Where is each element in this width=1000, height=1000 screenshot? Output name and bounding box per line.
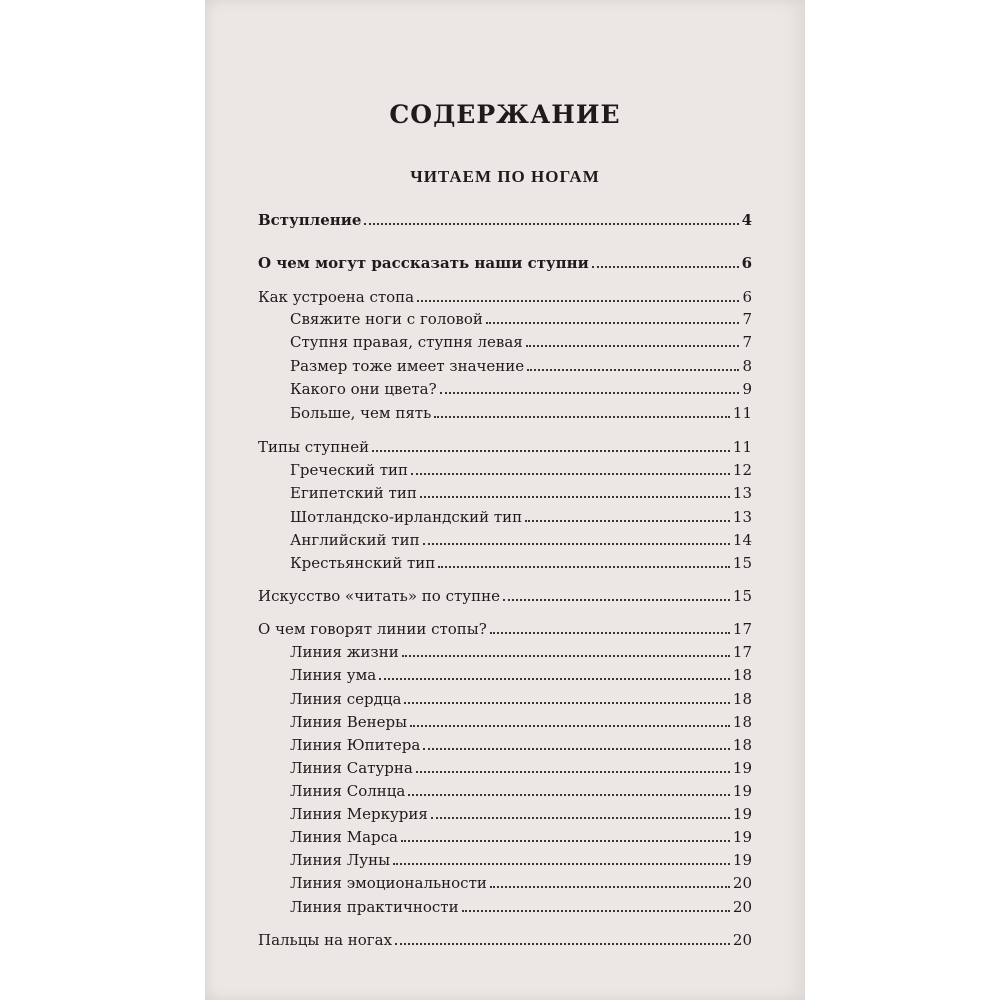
toc-entry [290, 404, 752, 422]
toc-entry-title: Вступление [258, 211, 362, 229]
toc-entry-page: 19 [732, 782, 752, 800]
toc-entry [290, 484, 752, 502]
toc-entry [258, 931, 752, 949]
toc-entry-title: Линия жизни [290, 643, 399, 661]
toc-entry-page: 20 [732, 898, 752, 916]
toc-leader-dots [527, 357, 739, 371]
toc-leader-dots [525, 508, 730, 522]
toc-entry [290, 898, 752, 916]
toc-entry [290, 357, 752, 375]
toc-entry [290, 736, 752, 754]
toc-entry-title: Шотландско-ирландский тип [290, 508, 523, 526]
toc-leader-dots [431, 805, 730, 819]
toc-leader-dots [417, 288, 739, 302]
toc-entry [290, 508, 752, 526]
toc-entry-title: Линия Юпитера [290, 736, 421, 754]
toc-entry-title: Как устроена стопа [258, 288, 415, 306]
toc-leader-dots [423, 736, 730, 750]
toc-entry [290, 690, 752, 708]
toc-entry-title: Линия сердца [290, 690, 402, 708]
toc-entry-title: Английский тип [290, 531, 420, 549]
toc-entry-page: 4 [741, 211, 752, 229]
toc-entry-page: 18 [732, 666, 752, 684]
toc-leader-dots [404, 690, 729, 704]
toc-entry-title: Размер тоже имеет значение [290, 357, 525, 375]
toc-entry-title: Египетский тип [290, 484, 417, 502]
toc-entry-title: Линия Марса [290, 828, 398, 846]
toc-entry-page: 13 [732, 484, 752, 502]
toc-entry-title: Ступня правая, ступня левая [290, 333, 523, 351]
toc-leader-dots [393, 851, 730, 865]
toc-entry [290, 310, 752, 328]
toc-entry-page: 8 [742, 357, 752, 375]
toc-entry-title: Линия Луны [290, 851, 391, 869]
toc-entry [258, 211, 752, 229]
toc-entry-page: 18 [732, 713, 752, 731]
toc-leader-dots [401, 828, 730, 842]
toc-entry-page: 19 [732, 805, 752, 823]
toc-leader-dots [379, 666, 730, 680]
toc-entry-page: 6 [741, 254, 752, 272]
toc-leader-dots [395, 931, 730, 945]
toc-entry-title: О чем говорят линии стопы? [258, 620, 487, 638]
contents-title: СОДЕРЖАНИЕ [389, 100, 621, 129]
toc-leader-dots [420, 484, 730, 498]
toc-entry-title: Пальцы на ногах [258, 931, 393, 949]
toc-leader-dots [364, 211, 738, 225]
toc-entry [290, 531, 752, 549]
toc-entry [290, 380, 752, 398]
toc-entry-title: Какого они цвета? [290, 380, 437, 398]
toc-entry [290, 874, 752, 892]
toc-entry-page: 18 [732, 690, 752, 708]
toc-leader-dots [486, 310, 740, 324]
toc-entry [290, 333, 752, 351]
toc-entry-title: Линия Солнца [290, 782, 406, 800]
toc-entry-title: Типы ступней [258, 438, 370, 456]
toc-entry [290, 851, 752, 869]
toc-entry-page: 6 [742, 288, 752, 306]
section-title: ЧИТАЕМ ПО НОГАМ [410, 167, 600, 186]
toc-entry-title: Линия эмоциональности [290, 874, 487, 892]
toc-entry [258, 620, 752, 638]
toc-entry-page: 13 [732, 508, 752, 526]
toc-leader-dots [490, 874, 730, 888]
toc-entry-page: 20 [732, 931, 752, 949]
toc-entry [290, 782, 752, 800]
toc-entry-page: 19 [732, 851, 752, 869]
toc-leader-dots [462, 898, 730, 912]
toc-leader-dots [416, 759, 730, 773]
toc-entry [290, 805, 752, 823]
toc-leader-dots [503, 587, 730, 601]
toc-entry-title: Больше, чем пять [290, 404, 432, 422]
toc-entry [258, 438, 752, 456]
toc-entry-page: 18 [732, 736, 752, 754]
toc-entry-page: 14 [732, 531, 752, 549]
toc-entry [290, 643, 752, 661]
toc-entry-page: 17 [732, 620, 752, 638]
toc-leader-dots [438, 554, 730, 568]
toc-entry-title: Линия Венеры [290, 713, 408, 731]
toc-leader-dots [440, 380, 740, 394]
toc-leader-dots [423, 531, 730, 545]
toc-entry-page: 9 [742, 380, 752, 398]
toc-leader-dots [408, 782, 730, 796]
toc-entry-page: 19 [732, 828, 752, 846]
toc-entry-title: Свяжите ноги с головой [290, 310, 483, 328]
toc-entry-title: Линия ума [290, 666, 377, 684]
toc-entry-page: 20 [732, 874, 752, 892]
toc-entry-title: Искусство «читать» по ступне [258, 587, 500, 605]
toc-leader-dots [411, 461, 730, 475]
toc-entry-page: 12 [732, 461, 752, 479]
toc-entry-title: Крестьянский тип [290, 554, 436, 572]
toc-entry-page: 11 [732, 438, 752, 456]
toc-entry-page: 11 [732, 404, 752, 422]
toc-entry-title: Линия практичности [290, 898, 459, 916]
toc-entry [290, 828, 752, 846]
toc-leader-dots [526, 333, 740, 347]
toc-entry [258, 587, 752, 605]
toc-entry [290, 554, 752, 572]
toc-entry [290, 759, 752, 777]
toc-entry-title: Линия Меркурия [290, 805, 428, 823]
toc-entry-page: 7 [742, 310, 752, 328]
toc-entry [258, 254, 752, 272]
toc-entry-title: Линия Сатурна [290, 759, 413, 777]
toc-entry [258, 288, 752, 306]
toc-entry-page: 7 [742, 333, 752, 351]
toc-entry-title: Греческий тип [290, 461, 409, 479]
toc-entry [290, 461, 752, 479]
toc-leader-dots [490, 620, 730, 634]
toc-entry [290, 666, 752, 684]
toc-entry-page: 15 [732, 587, 752, 605]
toc-entry [290, 713, 752, 731]
toc-leader-dots [402, 643, 730, 657]
toc-entry-page: 19 [732, 759, 752, 777]
toc-entry-page: 15 [732, 554, 752, 572]
toc-leader-dots [434, 404, 730, 418]
toc-entry-page: 17 [732, 643, 752, 661]
toc-entry-title: О чем могут рассказать наши ступни [258, 254, 589, 272]
toc-leader-dots [372, 438, 730, 452]
toc-leader-dots [592, 254, 739, 268]
toc-leader-dots [410, 713, 730, 727]
